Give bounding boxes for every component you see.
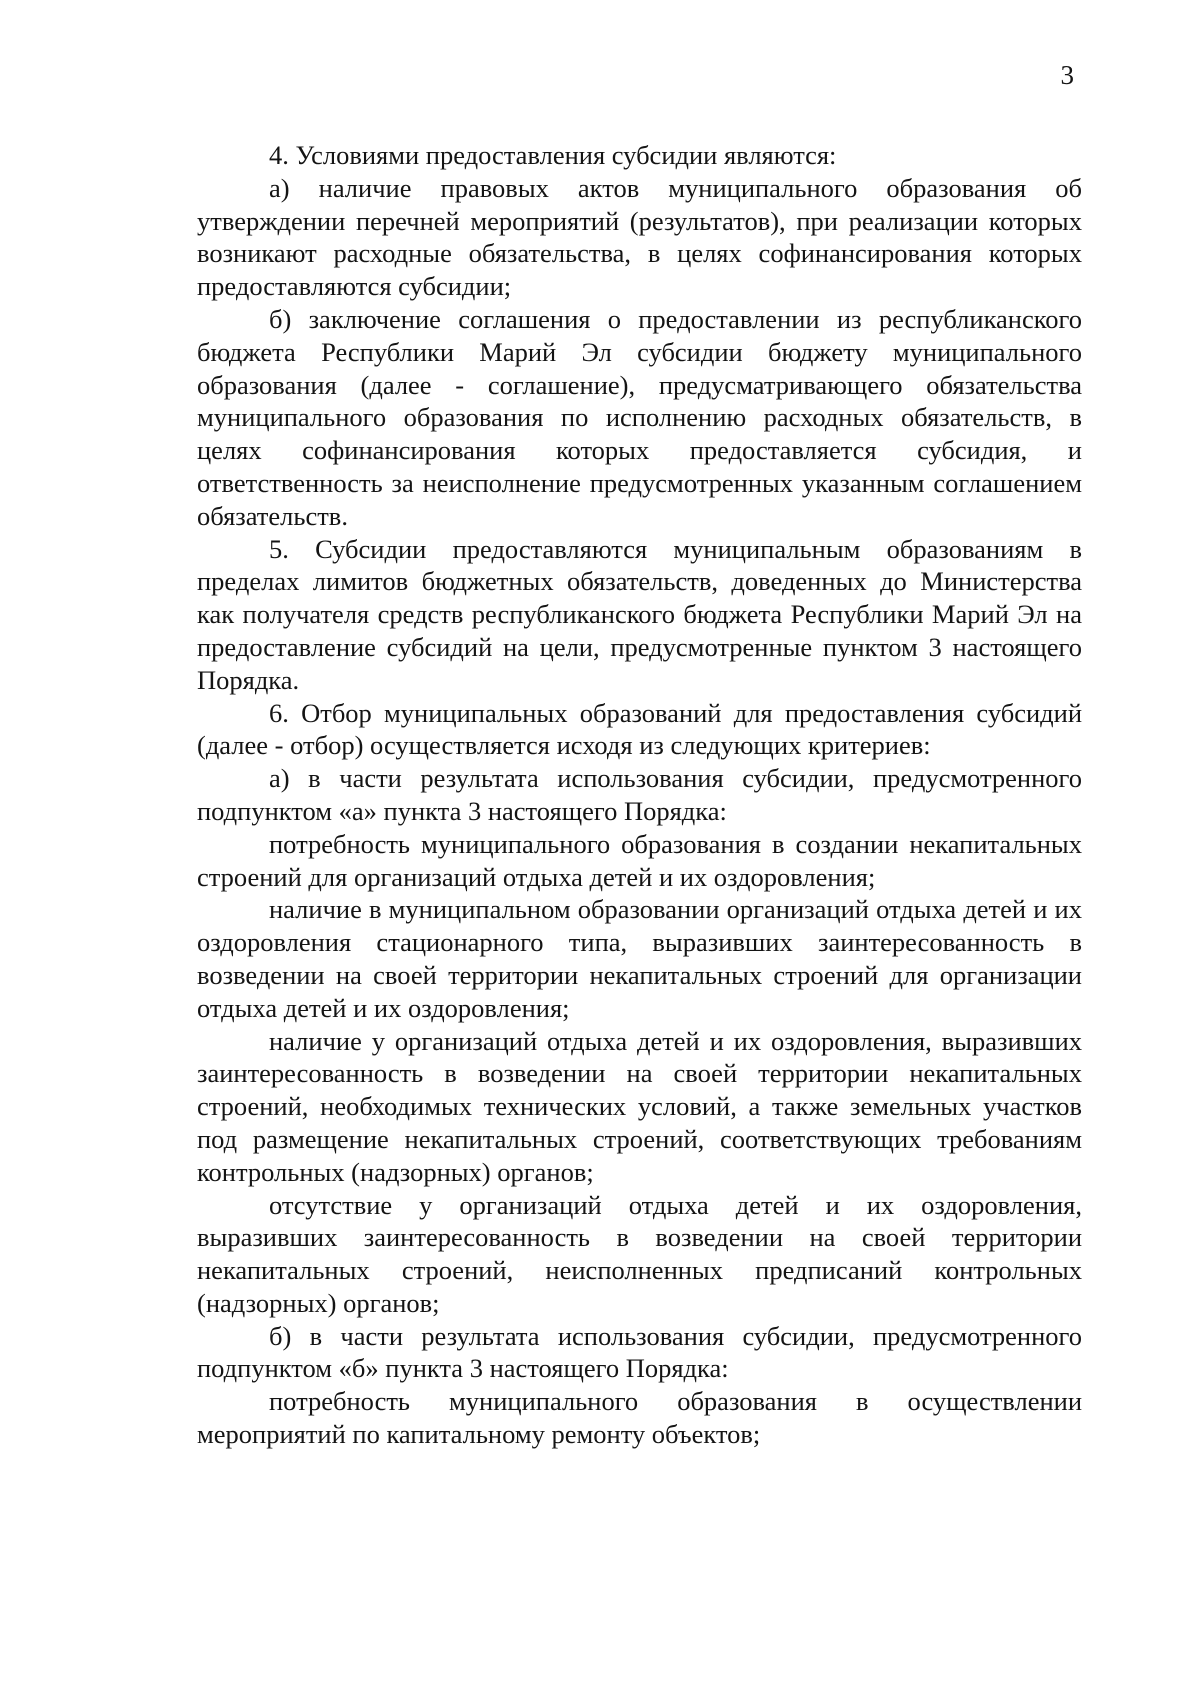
paragraph-item-4: 4. Условиями предоставления субсидии являются: [269, 140, 837, 170]
paragraph-item-6: 6. Отбор муниципальных образований для предоставления субсидий (далее - отбор) осуществляется исходя из следующих критериев: [197, 697, 1082, 761]
paragraph-item-5: 5. Субсидии предоставляются муниципальным образованиям в пределах лимитов бюджетных обязательств, доведенных до Министерства как получателя средств республиканского бюджета Республики Марий Эл на предоставление субсидий на цели, предусмотренные пунктом 3 настоящего Порядка. [197, 533, 1082, 695]
paragraph-criterion-capital-repair: потребность муниципального образования в осуществлении мероприятий по капитальному ремонту объектов; [197, 1386, 1082, 1450]
page-number: 3 [1060, 60, 1074, 90]
paragraph-item-6a: а) в части результата использования субсидии, предусмотренного подпунктом «а» пункта 3 настоящего Порядка: [197, 763, 1082, 826]
paragraph-item-4b: б) заключение соглашения о предоставлении из республиканского бюджета Республики Марий Эл субсидии бюджету муниципального образования (далее - соглашение), предусматривающего обязательства муниципального образования по исполнению расходных обязательств, в целях софинансирования которых предоставляется субсидия, и ответственность за неисполнение предусмотренных указанным соглашением обязательств. [197, 303, 1082, 531]
paragraph-criterion-no-violations: отсутствие у организаций отдыха детей и их оздоровления, выразивших заинтересованность в возведении на своей территории некапитальных строений, неисполненных предписаний контрольных (надзорных) органов; [197, 1189, 1082, 1318]
paragraph-criterion-need-structures: потребность муниципального образования в создании некапитальных строений для организаций отдыха детей и их оздоровления; [197, 828, 1082, 892]
document-body [197, 139, 1082, 1451]
paragraph-item-4a: а) наличие правовых актов муниципального образования об утверждении перечней мероприятий (результатов), при реализации которых возникают расходные обязательства, в целях софинансирования которых предоставляются субсидии; [197, 172, 1082, 302]
paragraph-item-6b: б) в части результата использования субсидии, предусмотренного подпунктом «б» пункта 3 настоящего Порядка: [197, 1320, 1082, 1384]
paragraph-criterion-stationary-organizations: наличие в муниципальном образовании организаций отдыха детей и их оздоровления стационарного типа, выразивших заинтересованность в возведении на своей территории некапитальных строений для организации отдыха детей и их оздоровления; [197, 894, 1082, 1023]
paragraph-criterion-technical-conditions: наличие у организаций отдыха детей и их оздоровления, выразивших заинтересованность в возведении на своей территории некапитальных строений, необходимых технических условий, а также земельных участков под размещение некапитальных строений, соответствующих требованиям контрольных (надзорных) органов; [197, 1025, 1082, 1187]
